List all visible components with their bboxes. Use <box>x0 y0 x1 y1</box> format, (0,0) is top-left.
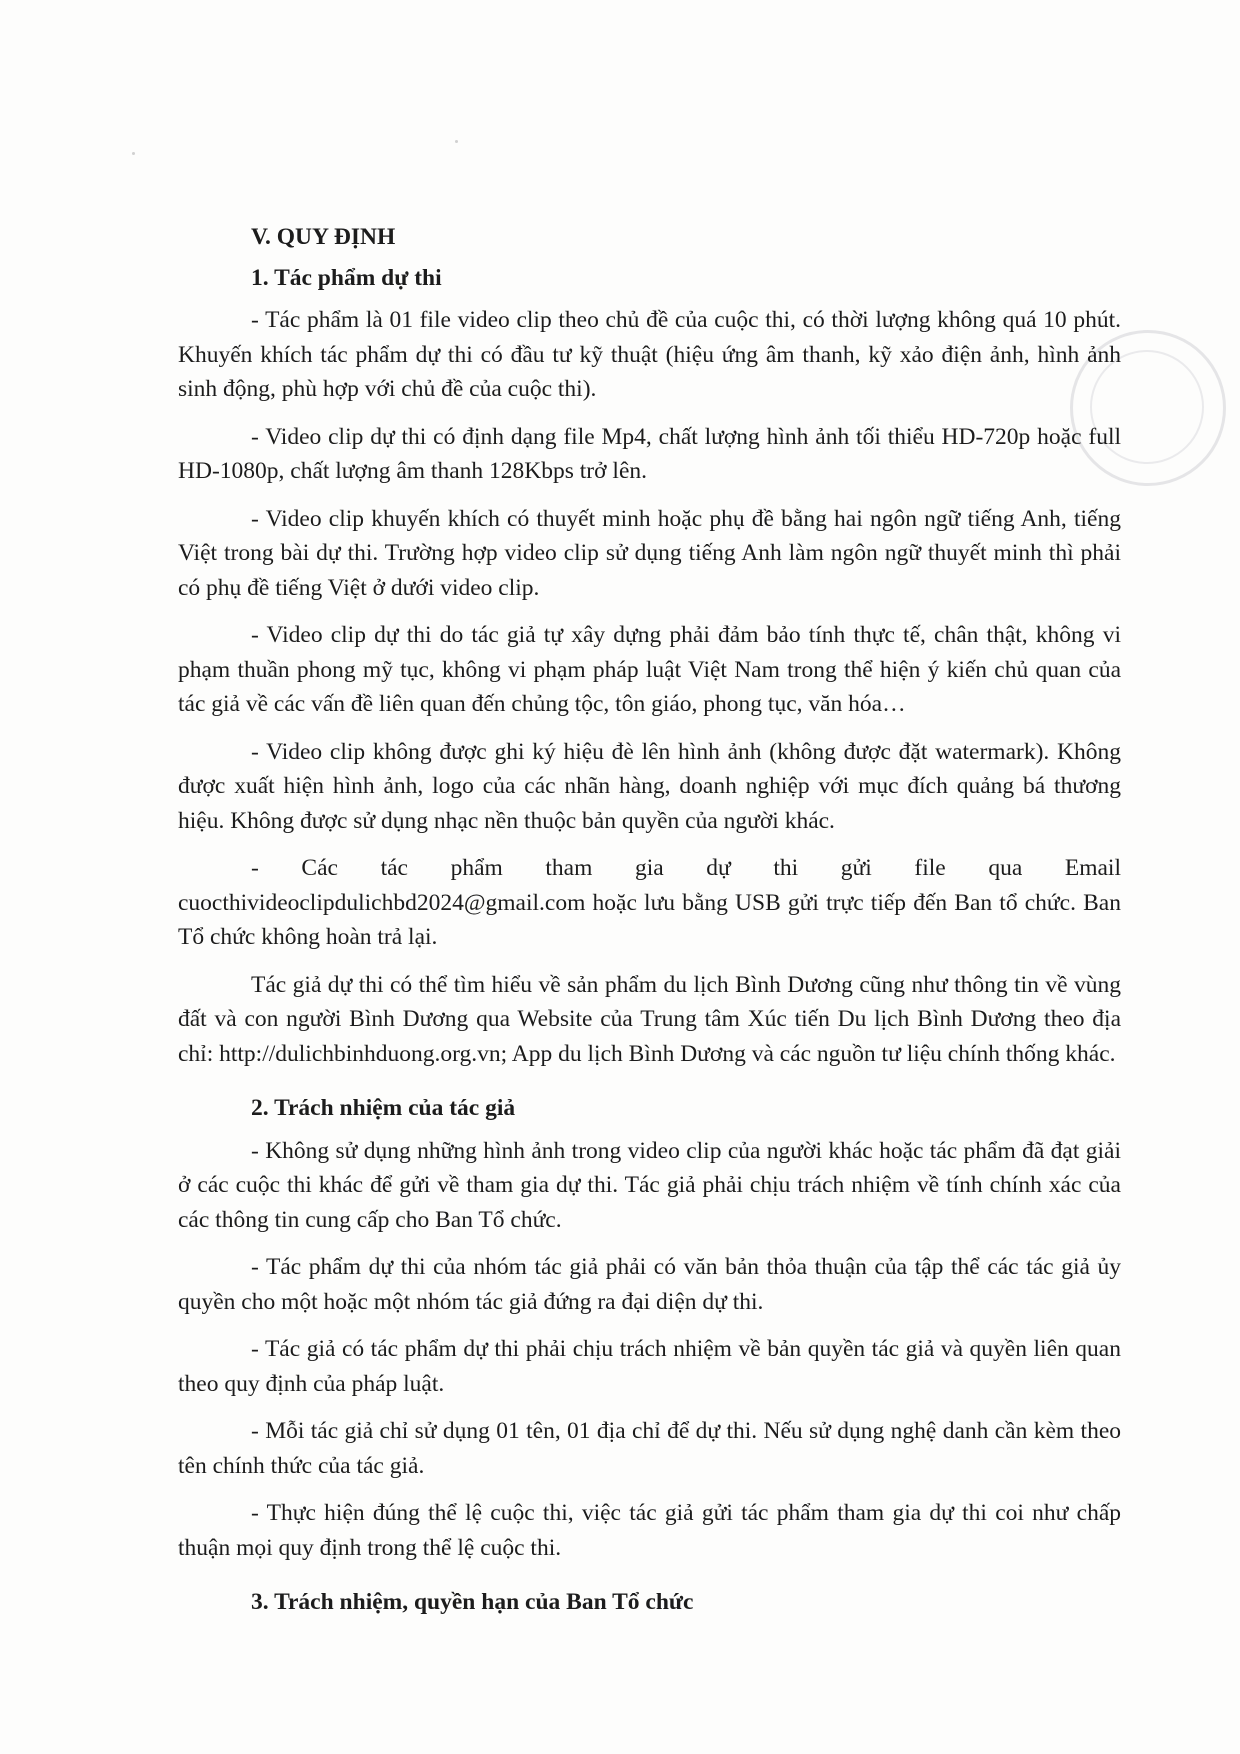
paragraph: - Không sử dụng những hình ảnh trong video clip của người khác hoặc tác phẩm đã đạt giải ở các cuộc thi khác để gửi về tham gia dự thi. Tác giả phải chịu trách nhiệm về tính chính xác của các thông tin cung cấp cho Ban Tổ chức. <box>178 1137 1121 1233</box>
section-1-heading: 1. Tác phẩm dự thi <box>251 264 442 291</box>
paragraph: - Tác phẩm dự thi của nhóm tác giả phải có văn bản thỏa thuận của tập thể các tác giả ủy quyền cho một hoặc một nhóm tác giả đứng ra đại diện dự thi. <box>178 1254 1121 1315</box>
scan-speck <box>132 152 135 155</box>
section-3-heading: 3. Trách nhiệm, quyền hạn của Ban Tổ chức <box>251 1589 694 1615</box>
section-2-heading: 2. Trách nhiệm của tác giả <box>251 1095 516 1121</box>
paragraph: - Tác phẩm là 01 file video clip theo chủ đề của cuộc thi, có thời lượng không quá 10 phút. Khuyến khích tác phẩm dự thi có đầu tư kỹ thuật (hiệu ứng âm thanh, kỹ xảo điện ảnh, hình ảnh sinh động, phù hợp với chủ đề của cuộc thi). <box>178 307 1121 402</box>
paragraph: - Video clip không được ghi ký hiệu đè lên hình ảnh (không được đặt watermark). Không được xuất hiện hình ảnh, logo của các nhãn hàng, doanh nghiệp với mục đích quảng bá thương hiệu. Không được sử dụng nhạc nền thuộc bản quyền của người khác. <box>178 738 1121 834</box>
paragraph: - Mỗi tác giả chỉ sử dụng 01 tên, 01 địa chỉ để dự thi. Nếu sử dụng nghệ danh cần kèm theo tên chính thức của tác giả. <box>178 1418 1121 1479</box>
paragraph: - Các tác phẩm tham gia dự thi gửi file qua Email cuocthivideoclipdulichbd2024@gmail.com hoặc lưu bằng USB gửi trực tiếp đến Ban tổ chức. Ban Tổ chức không hoàn trả lại. <box>178 855 1121 950</box>
paragraph: - Tác giả có tác phẩm dự thi phải chịu trách nhiệm về bản quyền tác giả và quyền liên quan theo quy định của pháp luật. <box>178 1336 1121 1397</box>
paragraph: Tác giả dự thi có thể tìm hiểu về sản phẩm du lịch Bình Dương cũng như thông tin về vùng đất và con người Bình Dương qua Website của Trung tâm Xúc tiến Du lịch Bình Dương theo địa chỉ: http://dulichbinhduong.org.vn; App du lịch Bình Dương và các nguồn tư liệu chính thống khác. <box>178 971 1121 1067</box>
paragraph: - Video clip khuyến khích có thuyết minh hoặc phụ đề bằng hai ngôn ngữ tiếng Anh, tiếng Việt trong bài dự thi. Trường hợp video clip sử dụng tiếng Anh làm ngôn ngữ thuyết minh thì phải có phụ đề tiếng Việt ở dưới video clip. <box>178 505 1121 601</box>
paragraph: - Video clip dự thi do tác giả tự xây dựng phải đảm bảo tính thực tế, chân thật, không vi phạm thuần phong mỹ tục, không vi phạm pháp luật Việt Nam trong thể hiện ý kiến chủ quan của tác giả về các vấn đề liên quan đến chủng tộc, tôn giáo, phong tục, văn hóa… <box>178 622 1121 717</box>
paragraph: - Thực hiện đúng thể lệ cuộc thi, việc tác giả gửi tác phẩm tham gia dự thi coi như chấp thuận mọi quy định trong thể lệ cuộc thi. <box>178 1500 1121 1561</box>
section-title: V. QUY ĐỊNH <box>251 224 396 250</box>
paragraph: - Video clip dự thi có định dạng file Mp4, chất lượng hình ảnh tối thiểu HD-720p hoặc full HD-1080p, chất lượng âm thanh 128Kbps trở lên. <box>178 423 1121 484</box>
document-body <box>178 220 1121 1628</box>
scan-speck <box>455 140 458 143</box>
